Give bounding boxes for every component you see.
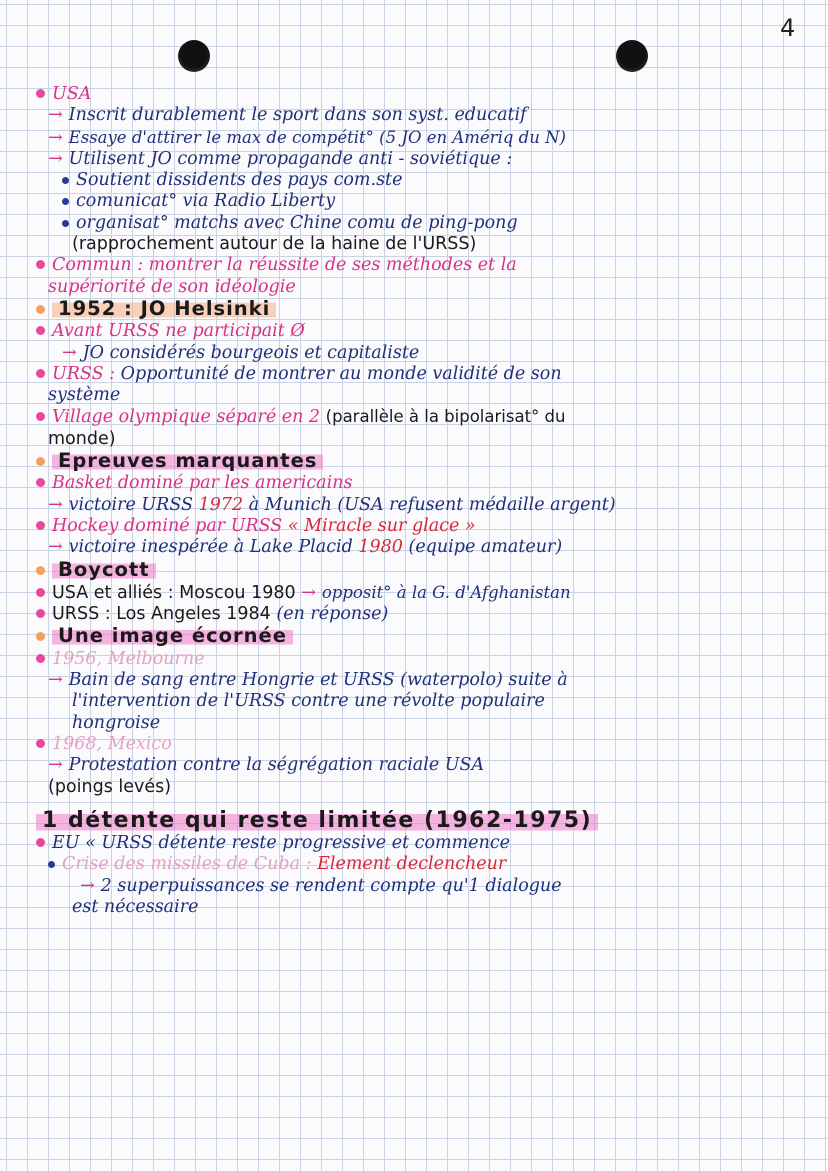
arrow-icon: → [48,494,63,515]
note-line: système [48,385,121,406]
note-line: monde) [48,428,116,449]
arrow-icon: → [48,755,63,776]
section-heading: Une image écornée [52,625,293,647]
arrow-icon: → [80,875,95,896]
pink-bullet-icon [36,739,45,748]
pink-bullet-icon [36,588,45,597]
binder-hole-left [178,40,210,72]
section-heading: Boycott [52,559,156,581]
note-line: comunicat° via Radio Liberty [36,191,821,212]
arrow-icon: → [48,127,63,148]
orange-bullet-icon [36,566,45,575]
section-heading: Epreuves marquantes [52,450,323,472]
note-line: hongroise [72,712,161,733]
note-line [36,559,821,582]
pink-bullet-icon [36,369,45,378]
note-line: 1968, Mexico [36,734,821,755]
note-line [36,810,821,833]
note-line: USA [36,84,821,105]
orange-bullet-icon [36,305,45,314]
pink-bullet-icon [36,521,45,530]
pink-bullet-icon [36,609,45,618]
spacer [36,798,821,810]
note-line: → Bain de sang entre Hongrie et URSS (waterpolo) suite à [48,670,568,691]
note-line: → Utilisent JO comme propagande anti - soviétique : [48,148,513,169]
note-line: Basket dominé par les americains [36,473,821,494]
note-line [36,450,821,473]
arrow-icon: → [48,670,63,691]
section-heading: 1 détente qui reste limitée (1962-1975) [36,810,598,833]
note-line: Commun : montrer la réussite de ses méthodes et la [36,255,821,276]
note-line: EU « URSS détente reste progressive et commence [36,833,821,854]
note-line: → Essaye d'attirer le max de compétit° (5 JO en Amériq du N) [48,127,566,148]
bullet-icon [62,220,69,227]
arrow-icon: → [301,582,316,603]
pink-bullet-icon [36,326,45,335]
section-heading: 1952 : JO Helsinki [52,298,276,320]
pink-bullet-icon [36,260,45,269]
arrow-icon: → [48,148,63,169]
orange-bullet-icon [36,457,45,466]
bullet-icon [62,198,69,205]
pink-bullet-icon [36,654,45,663]
pink-bullet-icon [36,412,45,421]
note-line: (rapprochement autour de la haine de l'URSS) [72,234,477,255]
note-line: URSS : Los Angeles 1984 (en réponse) [36,604,821,625]
note-line: → victoire inespérée à Lake Placid 1980 (equipe amateur) [48,537,563,558]
note-line: → Inscrit durablement le sport dans son syst. educatif [48,105,527,126]
note-line: Avant URSS ne participait Ø [36,321,821,342]
bullet-icon [62,177,69,184]
note-line [36,298,821,321]
handwritten-notes [36,84,821,918]
orange-bullet-icon [36,632,45,641]
note-line: → Protestation contre la ségrégation raciale USA [48,755,485,776]
note-line: → 2 superpuissances se rendent compte qu'1 dialogue [80,875,562,896]
note-line: 1956, Melbourne [36,649,821,670]
note-line: est nécessaire [72,896,199,917]
note-line: organisat° matchs avec Chine comu de ping-pong [36,213,821,234]
arrow-icon: → [62,342,77,363]
note-line: Crise des missiles de Cuba : Element declencheur [36,854,821,875]
page-number: 4 [780,14,796,42]
pink-bullet-icon [36,838,45,847]
pink-bullet-icon [36,89,45,98]
note-line: l'intervention de l'URSS contre une révolte populaire [72,691,545,712]
note-line: Hockey dominé par URSS « Miracle sur glace » [36,516,821,537]
note-line: USA et alliés : Moscou 1980 → opposit° à la G. d'Afghanistan [36,582,821,604]
binder-hole-right [616,40,648,72]
note-line: supériorité de son idéologie [48,276,296,297]
arrow-icon: → [48,537,63,558]
note-line: Soutient dissidents des pays com.ste [36,170,821,191]
note-line: Village olympique séparé en 2 (parallèle à la bipolarisat° du [36,406,821,428]
arrow-icon: → [48,105,63,126]
pink-bullet-icon [36,478,45,487]
note-line: → victoire URSS 1972 à Munich (USA refusent médaille argent) [48,494,616,515]
note-line: (poings levés) [48,776,172,797]
bullet-icon [48,861,55,868]
note-line [36,625,821,648]
note-line: → JO considérés bourgeois et capitaliste [62,342,420,363]
note-line: URSS : Opportunité de montrer au monde validité de son [36,364,821,385]
